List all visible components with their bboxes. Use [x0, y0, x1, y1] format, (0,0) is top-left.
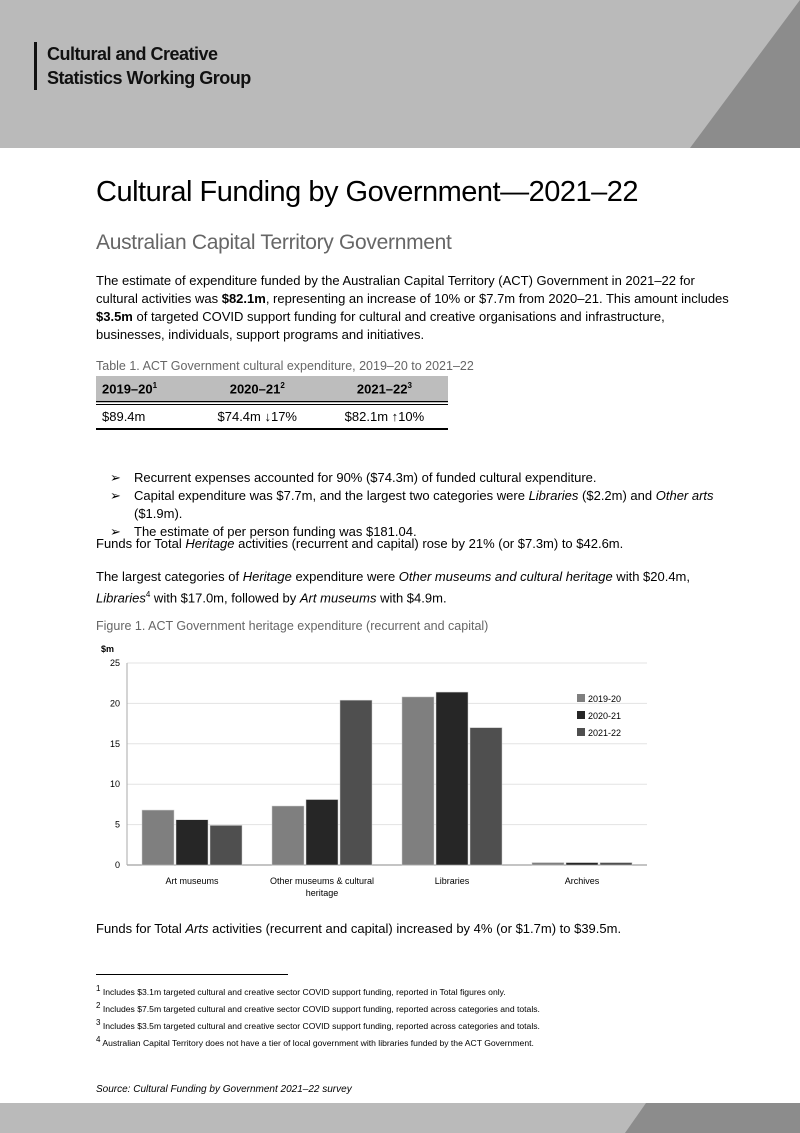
bar-2021-22 — [470, 728, 502, 865]
footnote: $^3$ Includes $3.5m targeted cultural and creative sector COVID support funding, reported across categories and totals. — [96, 1017, 540, 1031]
x-tick-label: Art museums — [165, 876, 219, 886]
footnote-divider — [96, 974, 288, 975]
x-tick-label: Other museums & cultural — [269, 876, 375, 886]
list-item: ➢ The estimate of per person funding was $181.04. — [110, 524, 417, 539]
legend-label: 2019-20 — [588, 694, 622, 704]
org-logo — [34, 42, 251, 90]
expenditure-table — [96, 376, 448, 430]
bar-2020-21 — [176, 820, 208, 865]
org-line-1: Cultural and Creative — [47, 44, 218, 64]
legend-swatch — [577, 694, 585, 702]
y-tick-label: 0 — [114, 860, 120, 870]
heritage-paragraph: Funds for Total Heritage activities (recurrent and capital) rose by 21% (or $7.3m) to $42.6m. — [96, 536, 624, 551]
intro-paragraph: The estimate of expenditure funded by the Australian Capital Territory (ACT) Government in 2021–22 for cultural activities was $82.1m, representing an increase of 10% or $7.7m from 2020–21. This amount includes $3.5m of targeted COVID support funding for cultural and creative organisations and infrastructure, businesses, individuals, support programs and initiatives. — [96, 273, 729, 342]
legend-swatch — [577, 711, 585, 719]
footnotes — [96, 982, 540, 1049]
list-item: ➢ Capital expenditure was $7.7m, and the largest two categories were Libraries ($2.2m) and Other arts ($1.9m). — [110, 488, 714, 521]
bar-2021-22 — [340, 700, 372, 865]
y-tick-label: 5 — [114, 819, 120, 830]
x-tick-label: heritage — [305, 888, 339, 898]
page-title: Cultural Funding by Government—2021–22 — [96, 176, 638, 208]
table-cell: $82.1m ↑10% — [321, 403, 448, 429]
bar-2019-20 — [402, 697, 434, 865]
y-tick-label: 10 — [109, 779, 120, 790]
table-caption: Table 1. ACT Government cultural expenditure, 2019–20 to 2021–22 — [96, 359, 474, 373]
footer-diagonal — [625, 1103, 800, 1133]
arrow-bullet-icon: ➢ — [110, 488, 121, 503]
x-tick-label: Libraries — [434, 876, 470, 886]
footnote: $^2$ Includes $7.5m targeted cultural and creative sector COVID support funding, reported across categories and totals. — [96, 1000, 540, 1014]
legend-label: 2020-21 — [588, 711, 622, 721]
col-header: $2019-20^1$ — [96, 376, 194, 403]
legend-swatch — [577, 728, 585, 736]
figure-caption: Figure 1. ACT Government heritage expenditure (recurrent and capital) — [96, 619, 489, 633]
list-item: ➢ Recurrent expenses accounted for 90% ($74.3m) of funded cultural expenditure. — [110, 470, 597, 485]
arrow-bullet-icon: ➢ — [110, 470, 121, 485]
arts-paragraph: Funds for Total Arts activities (recurrent and capital) increased by 4% (or $1.7m) to $39.5m. — [96, 921, 622, 936]
arrow-bullet-icon: ➢ — [110, 524, 121, 539]
table-row — [96, 403, 448, 429]
bar-2019-20 — [272, 806, 304, 865]
footnote: $^4$ Australian Capital Territory does not have a tier of local government with libraries funded by the ACT Government. — [96, 1034, 534, 1048]
bar-2019-20 — [532, 863, 564, 865]
y-tick-label: 20 — [109, 698, 120, 709]
bar-2019-20 — [142, 810, 174, 865]
heritage-categories-paragraph: The largest categories of Heritage expenditure were Other museums and cultural heritage with $20.4m, Libraries$^4$ with $17.0m, followed by Art museums with $4.9m. — [96, 569, 691, 606]
bullet-list — [110, 469, 730, 541]
table-cell: $89.4m — [96, 403, 194, 429]
bar-2021-22 — [600, 863, 632, 865]
source-note: Source: Cultural Funding by Government 2021–22 survey — [96, 1084, 352, 1095]
x-tick-label: Archives — [564, 876, 600, 886]
table-header-row — [96, 376, 448, 403]
bar-2020-21 — [566, 863, 598, 865]
bar-2020-21 — [436, 692, 468, 865]
heritage-bar-chart — [90, 640, 660, 910]
bar-2021-22 — [210, 825, 242, 865]
col-header: $2021-22^3$ — [321, 376, 448, 403]
y-axis-label: $m — [101, 644, 115, 654]
legend-label: 2021-22 — [588, 728, 622, 738]
table-cell: $74.4m ↓17% — [194, 403, 321, 429]
footnote: $^1$ Includes $3.1m targeted cultural and creative sector COVID support funding, reported in Total figures only. — [96, 984, 506, 997]
section-title: Australian Capital Territory Government — [96, 231, 452, 254]
y-tick-label: 25 — [109, 658, 120, 668]
org-line-2: Statistics Working Group — [47, 68, 251, 88]
y-tick-label: 15 — [109, 738, 120, 749]
bar-2020-21 — [306, 800, 338, 865]
col-header: $2020-21^2$ — [194, 376, 321, 403]
